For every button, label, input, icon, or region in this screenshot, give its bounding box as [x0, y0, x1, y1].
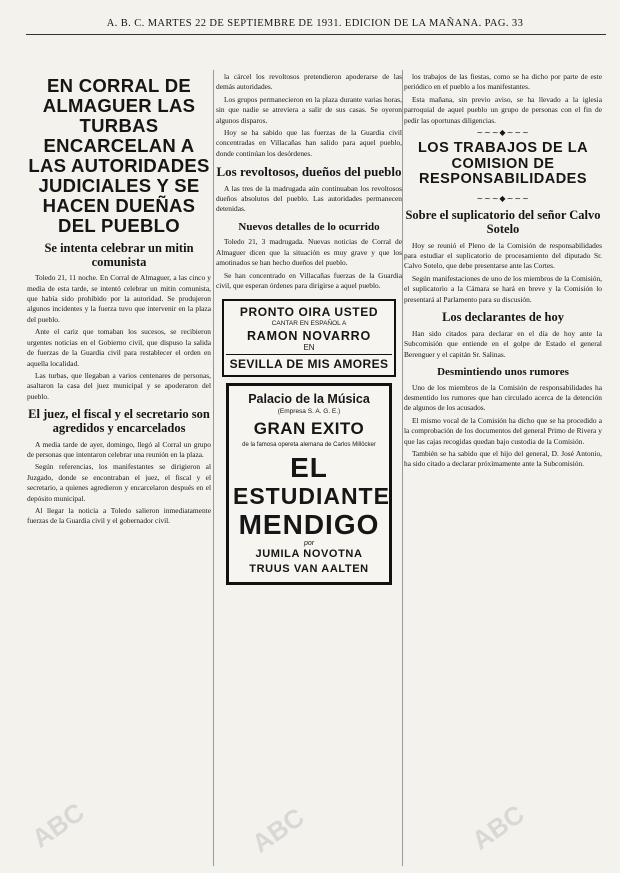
subhead-nuevos-detalles: Nuevos detalles de lo ocurrido: [238, 220, 380, 233]
subhead-revoltosos: Los revoltosos, dueños del pueblo: [216, 164, 402, 180]
article-paragraph: Según manifestaciones de uno de los miembros de la Comisión, el suplicatorio a la Cámara se hará en breve y la Comisión lo presentará al Parlamento para su discusión.: [404, 273, 602, 304]
article-paragraph: Se han concentrado en Villacañas fuerzas de la Guardia civil, que esperan órdenes para dirigirse a aquel pueblo.: [216, 270, 402, 291]
article-paragraph: Los grupos permanecieron en la plaza durante varias horas, sin que nadie se atreviera a salir de sus casas. Se oyeron algunos disparos.: [216, 94, 402, 125]
ornament-divider: ~~~◆~~~: [476, 128, 530, 138]
article-paragraph: Uno de los miembros de la Comisión de responsabilidades ha desmentido los rumores que han circulado acerca de la detención de algunos de los acusados.: [404, 382, 602, 413]
article-paragraph: Toledo 21, 3 madrugada. Nuevas noticias de Corral de Almaguer dicen que la situación es muy grave y que los amotinados se han hecho dueños del pueblo.: [216, 237, 402, 268]
advertisement-palacio-musica: [226, 383, 392, 584]
watermark-logo: ABC: [26, 796, 90, 854]
article-paragraph: Ante el cariz que tomaban los sucesos, se recibieron urgentes noticias en el Gobierno civil, que dispuso la salida de fuerzas de la Guardia civil para restablecer el orden en aquella localidad.: [27, 327, 211, 368]
ad-headline: GRAN EXITO: [253, 419, 365, 439]
article-paragraph: Según referencias, los manifestantes se dirigieron al Juzgado, donde se encontraban el juez, el fiscal y el secretario, a quienes agredieron y encarcelaron después en el depósito municipal.: [27, 462, 211, 503]
ad-star: TRUUS VAN AALTEN: [249, 562, 369, 575]
article-paragraph: Toledo 21, 11 noche. En Corral de Almaguer, a las cinco y media de esta tarde, se intentó celebrar un mitin comunista, que había sido prohibido por la autoridad. Se produjeron algunos incidentes y la fuerza tuvo que intervenir en la plaza del pueblo.: [27, 273, 211, 324]
article-paragraph: A media tarde de ayer, domingo, llegó al Corral un grupo de personas que intentaron celebrar una reunión en la plaza.: [27, 439, 211, 460]
ad-line: CANTAR EN ESPAÑOL A: [271, 320, 347, 328]
subhead-desmintiendo: Desmintiendo unos rumores: [437, 365, 569, 378]
ad-title-line: EL: [290, 452, 328, 484]
ad-line: RAMON NOVARRO: [246, 329, 372, 344]
subhead-declarantes: Los declarantes de hoy: [442, 309, 564, 324]
watermark-logo: ABC: [246, 801, 310, 859]
article-paragraph: Al llegar la noticia a Toledo salieron inmediatamente fuerzas de la Guardia civil y el gobernador civil.: [27, 506, 211, 526]
ad-line: SEVILLA DE MIS AMORES: [226, 354, 392, 371]
ad-title-line: MENDIGO: [238, 508, 380, 540]
ad-line: PRONTO OIRA USTED: [239, 305, 379, 320]
watermark-logo: ABC: [466, 798, 530, 856]
ad-star: JUMILA NOVOTNA: [255, 548, 363, 561]
ad-title-line: ESTUDIANTE: [233, 483, 390, 510]
article-paragraph: A las tres de la madrugada aún continuaban los revoltosos dueños absolutos del pueblo. Las autoridades permanecen detenidas.: [216, 183, 402, 214]
article-paragraph: Han sido citados para declarar en el día de hoy ante la Subcomisión que entiende en el golpe de Estado el general Berenguer y el capitán Sr. Salinas.: [404, 328, 602, 359]
article-paragraph: la cárcel los revoltosos pretendieron apoderarse de las demás autoridades.: [216, 72, 402, 92]
advertisement-novarro: [222, 299, 396, 377]
column-1: [27, 72, 211, 867]
subhead-calvo-sotelo: Sobre el suplicatorio del señor Calvo Sotelo: [405, 208, 601, 236]
ad-company: (Empresa S. A. G. E.): [277, 408, 341, 416]
subhead-juez: El juez, el fiscal y el secretario son agredidos y encarcelados: [28, 407, 210, 435]
ad-por: por: [303, 540, 315, 548]
article-paragraph: Las turbas, que llegaban a varios centenares de personas, asaltaron la casa del juez municipal y se apoderaron del pueblo.: [27, 370, 211, 401]
column-divider-1: [213, 70, 214, 866]
column-divider-2: [402, 70, 403, 866]
column-3: [404, 72, 602, 867]
article-paragraph: Hoy se reunió el Pleno de la Comisión de responsabilidades para estudiar el suplicatorio de procesamiento del diputado Sr. Calvo Sotelo, que debe presentarse ante las Cortes.: [404, 240, 602, 271]
article-paragraph: También se ha sabido que el hijo del general, D. José Antonio, ha sido citado a declarar próximamente ante la Subcomisión.: [404, 448, 602, 469]
ornament-divider: ~~~◆~~~: [476, 194, 530, 203]
article-paragraph: Esta mañana, sin previo aviso, se ha llevado a la iglesia parroquial de aquel pueblo un grupo de personas con el fin de pedir las oportunas diligencias.: [404, 94, 602, 125]
page-masthead: A. B. C. MARTES 22 DE SEPTIEMBRE DE 1931. EDICION DE LA MAÑANA. PAG. 33: [106, 18, 524, 29]
column-2: [216, 72, 402, 867]
article-paragraph: Hoy se ha sabido que las fuerzas de la Guardia civil concentradas en Villacañas han salido para aquel pueblo, donde continúan los desórdenes.: [216, 128, 402, 158]
headline-comision: LOS TRABAJOS DE LA COMISION DE RESPONSABILIDADES: [417, 140, 589, 188]
article-paragraph: El mismo vocal de la Comisión ha dicho que se ha procedido a la comprobación de los documentos del general Primo de Rivera y que las cajas recogidas quedan bajo custodia de la Comisión.: [404, 415, 602, 446]
subhead-mitin: Se intenta celebrar un mitin comunista: [44, 240, 194, 269]
article-paragraph: los trabajos de las fiestas, como se ha dicho por parte de este periódico en el pueblo a los manifestantes.: [404, 72, 602, 92]
ad-venue: Palacio de la Música: [248, 392, 370, 407]
headline-corral: EN CORRAL DE ALMAGUER LAS TURBAS ENCARCELAN A LAS AUTORIDADES JUDICIALES Y SE HACEN DUEÑAS DEL PUEBLO: [28, 75, 210, 236]
ad-line: EN: [303, 343, 315, 353]
masthead-rule: [26, 34, 606, 35]
ad-description: de la famosa opereta alemana de Carlos Millöcker: [242, 442, 376, 449]
